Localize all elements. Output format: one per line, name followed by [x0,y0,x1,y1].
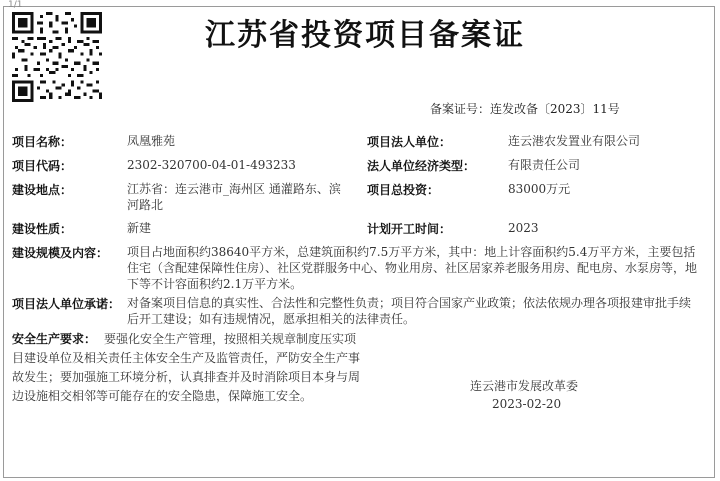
qr-code-icon [12,12,102,102]
total-investment-label: 项目总投资： [367,183,440,197]
total-investment-value: 83000万元 [508,182,571,196]
start-time-value: 2023 [508,221,539,235]
page-indicator: 1/1 [8,0,23,10]
nature-label: 建设性质： [12,222,73,236]
econ-type-value: 有限责任公司 [508,158,581,172]
nature-value: 新建 [127,221,152,235]
legal-unit-value: 连云港农发置业有限公司 [508,134,641,148]
project-name-value: 凤凰雅苑 [127,134,176,148]
econ-type-label: 法人单位经济类型： [367,159,476,173]
location-value: 江苏省：连云港市_海州区 通灌路东、滨河路北 [127,182,341,212]
certificate-number: 备案证号：连发改备〔2023〕11号 [430,102,620,116]
scale-label: 建设规模及内容： [12,246,109,260]
document-title: 江苏省投资项目备案证 [205,18,525,53]
project-name-label: 项目名称： [12,135,73,149]
safety-text: 要强化安全生产管理，按照相关规章制度压实项目建设单位及相关责任主体安全生产及监管责任，严防安全生产事故发生；要加强施工环境分析，认真排查并及时消除项目本身与周边设施相交相邻等可能存在的安全隐患，保障施工安全。 [12,332,361,403]
commitment-label: 项目法人单位承诺： [12,297,121,311]
scale-value: 项目占地面积约38640平方米，总建筑面积约7.5万平方米，其中：地上计容面积约5.4万平方米，主要包括住宅（含配建保障性住房）、社区党群服务中心、物业用房、社区居家养老服务用房、配电房、水泵房等，地下等不计容面积约2.1万平方米。 [127,245,698,291]
issue-date: 2023-02-20 [492,397,562,411]
commitment-value: 对备案项目信息的真实性、合法性和完整性负责；项目符合国家产业政策；依法依规办理各项报建审批手续后开工建设；如有违规情况，愿承担相关的法律责任。 [127,296,692,326]
safety-label: 安全生产要求： [12,332,97,346]
start-time-label: 计划开工时间： [367,222,452,236]
issuer-organization: 连云港市发展改革委 [470,379,579,393]
project-code-value: 2302-320700-04-01-493233 [127,158,296,172]
safety-requirements [12,330,364,406]
location-label: 建设地点： [12,183,73,197]
legal-unit-label: 项目法人单位： [367,135,452,149]
project-code-label: 项目代码： [12,159,73,173]
page-border [3,6,715,478]
